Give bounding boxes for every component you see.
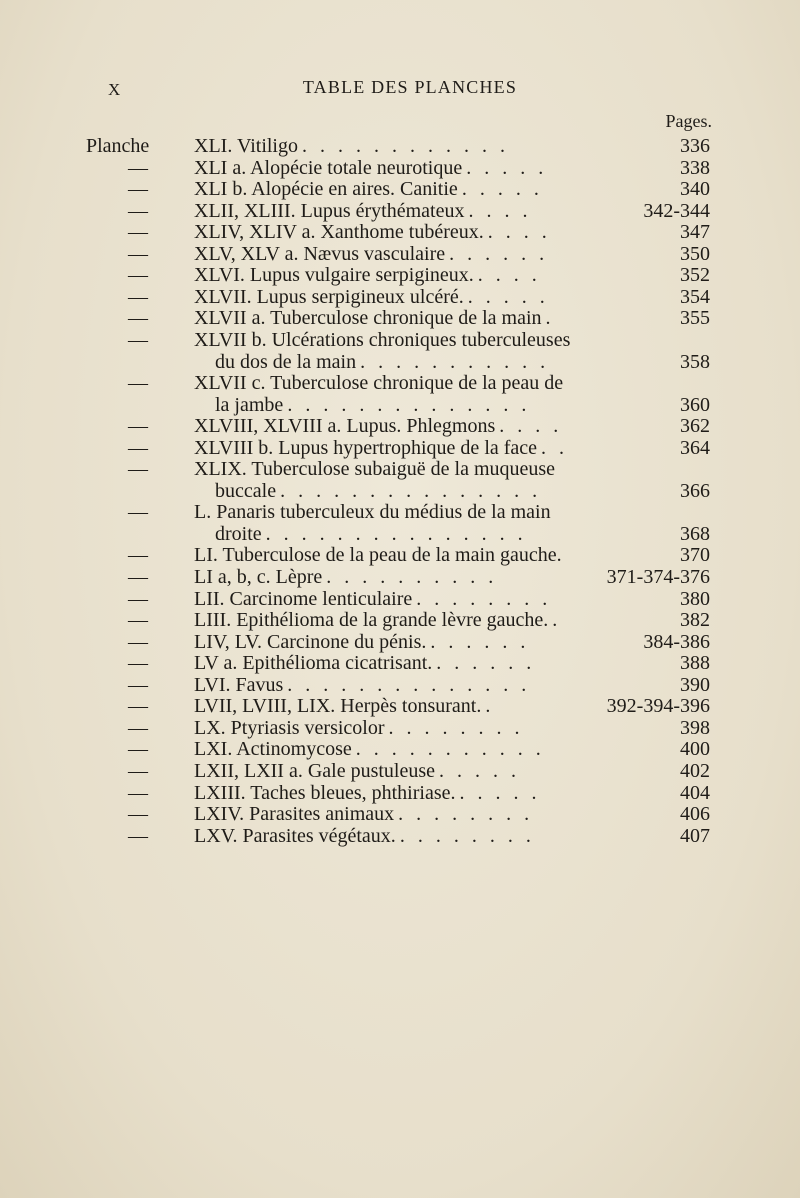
table-row	[0, 502, 800, 523]
plate-title	[194, 804, 655, 825]
plate-title	[194, 308, 655, 329]
plate-title-text: LVI. Favus	[194, 674, 284, 696]
row-prefix: —	[128, 264, 148, 287]
leader-dots: .	[552, 610, 562, 632]
page-ref: 352	[680, 264, 710, 287]
plate-title	[194, 222, 655, 243]
table-row	[0, 287, 800, 308]
plate-title-text: XLI. Vitiligo	[194, 136, 298, 157]
plate-title-text: LV a. Epithélioma cicatrisant.	[194, 653, 433, 675]
plate-title	[194, 158, 655, 179]
leader-dots: . . . . . . . .	[388, 717, 524, 739]
page-ref: 406	[680, 803, 710, 826]
plate-title	[194, 502, 710, 523]
plate-title-text: XLIX. Tuberculose subaiguë de la muqueuse	[194, 459, 556, 481]
leader-dots: . . . . . . . .	[416, 588, 552, 610]
plate-title	[194, 438, 655, 459]
leader-dots: . . . . . . . .	[399, 825, 535, 847]
plate-title	[194, 201, 655, 222]
plate-title	[194, 589, 655, 610]
table-row	[0, 653, 800, 674]
page-ref: 392-394-396	[606, 695, 710, 718]
page-ref: 368	[680, 522, 710, 545]
plate-title-text: XLVIII b. Lupus hypertrophique de la face	[194, 437, 538, 459]
table-row	[0, 675, 800, 696]
table-row	[0, 610, 800, 631]
row-prefix: —	[128, 372, 148, 395]
table-row	[0, 567, 800, 588]
plate-title	[194, 653, 655, 674]
plate-title-text: XLV, XLV a. Nævus vasculaire	[194, 243, 446, 265]
page-ref: 402	[680, 759, 710, 782]
plate-title-text: du dos de la main	[215, 351, 357, 373]
table-row	[0, 222, 800, 243]
table-row	[0, 459, 800, 480]
table-row	[0, 352, 800, 373]
leader-dots: . . . . . . . . . . . . . . .	[265, 523, 527, 545]
page-ref: 340	[680, 178, 710, 201]
row-prefix: —	[128, 285, 148, 308]
page-ref: 342-344	[643, 199, 710, 222]
plate-title-text: LI a, b, c. Lèpre	[194, 567, 323, 588]
plate-title	[215, 481, 655, 502]
page-ref: 384-386	[643, 630, 710, 653]
table-row	[0, 308, 800, 329]
plate-title	[194, 545, 655, 566]
leader-dots: . . . .	[487, 222, 551, 244]
plate-title-text: droite	[215, 523, 262, 545]
plate-title	[194, 265, 655, 286]
plate-title-text: LXII, LXII a. Gale pustuleuse	[194, 760, 436, 782]
row-prefix: —	[128, 436, 148, 459]
leader-dots: . . . .	[477, 265, 541, 287]
page-ref: 371-374-376	[606, 566, 710, 588]
table-row	[0, 330, 800, 351]
plate-title-text: LX. Ptyriasis versicolor	[194, 717, 385, 739]
page-ref: 404	[680, 781, 710, 804]
plate-title	[194, 373, 710, 394]
plate-title-text: LIV, LV. Carcinone du pénis.	[194, 631, 427, 653]
page-title: TABLE DES PLANCHES	[302, 77, 518, 97]
plate-title-text: LXIII. Taches bleues, phthiriase.	[194, 782, 456, 804]
table-row	[0, 783, 800, 804]
plate-title	[194, 136, 655, 157]
plate-title-text: LXIV. Parasites animaux	[194, 804, 395, 826]
plate-title-text: XLVIII, XLVIII a. Lupus. Phlegmons	[194, 416, 496, 438]
leader-dots: . . . . . .	[449, 243, 549, 265]
row-prefix: —	[128, 156, 148, 179]
plate-title	[215, 524, 655, 545]
row-prefix: —	[128, 652, 148, 675]
row-prefix: —	[128, 587, 148, 610]
plate-title	[194, 244, 655, 265]
page-ref: 360	[680, 393, 710, 416]
row-prefix: Planche	[86, 135, 150, 157]
plate-title-text: LXV. Parasites végétaux.	[194, 825, 396, 847]
row-prefix: —	[128, 501, 148, 524]
plate-title	[194, 826, 655, 847]
plate-title-text: XLIV, XLIV a. Xanthome tubéreux.	[194, 222, 484, 244]
leader-dots: . . . . . . . .	[398, 804, 534, 826]
leader-dots: . . . . .	[461, 179, 543, 201]
leader-dots: . . . . .	[467, 286, 549, 308]
page-ref: 364	[680, 436, 710, 459]
page-ref: 382	[680, 609, 710, 632]
page-ref: 336	[680, 135, 710, 157]
plate-title-text: LVII, LVIII, LIX. Herpès tonsurant.	[194, 696, 482, 718]
plate-title-text: XLII, XLIII. Lupus érythémateux	[194, 200, 465, 222]
table-row	[0, 804, 800, 825]
row-prefix: —	[128, 803, 148, 826]
table-row	[0, 545, 800, 566]
plate-title	[194, 675, 655, 696]
row-prefix: —	[128, 695, 148, 718]
plate-title	[194, 783, 655, 804]
page-ref: 407	[680, 824, 710, 847]
row-prefix: —	[128, 307, 148, 330]
table-row	[0, 395, 800, 416]
leader-dots: . . . . . . . . . .	[326, 567, 498, 588]
leader-dots: . . . . .	[466, 157, 548, 179]
plate-title	[194, 718, 655, 739]
table-row	[0, 136, 800, 157]
page-number: X	[108, 80, 122, 99]
row-prefix: —	[128, 415, 148, 438]
plate-title	[194, 287, 655, 308]
leader-dots: . . . . . . . . . . .	[355, 739, 545, 761]
plate-title-text: XLI a. Alopécie totale neurotique	[194, 157, 463, 179]
plate-title	[194, 739, 655, 760]
leader-dots: . . . . . . . . . . . .	[301, 136, 509, 157]
leader-dots: .	[545, 308, 555, 330]
row-prefix: —	[128, 199, 148, 222]
plate-title-text: XLVII c. Tuberculose chronique de la peau de	[194, 373, 564, 395]
table-row	[0, 696, 800, 717]
plate-title	[194, 761, 655, 782]
table-row	[0, 373, 800, 394]
plate-title	[194, 696, 655, 717]
page-ref: 388	[680, 652, 710, 675]
row-prefix: —	[128, 178, 148, 201]
row-prefix: —	[128, 458, 148, 481]
page-ref: 338	[680, 156, 710, 179]
plate-title-text: LI. Tuberculose de la peau de la main gauche.	[194, 545, 562, 567]
plate-title-text: la jambe	[215, 394, 284, 416]
page-ref: 390	[680, 673, 710, 696]
plate-title-text: L. Panaris tuberculeux du médius de la main	[194, 502, 551, 524]
leader-dots: . . . . . .	[430, 631, 530, 653]
plate-title	[194, 610, 655, 631]
row-prefix: —	[128, 630, 148, 653]
row-prefix: —	[128, 759, 148, 782]
plate-title-text: XLI b. Alopécie en aires. Canitie	[194, 179, 458, 201]
page-ref: 350	[680, 242, 710, 265]
plate-title	[215, 395, 655, 416]
table-row	[0, 632, 800, 653]
row-prefix: —	[128, 221, 148, 244]
page-ref: 362	[680, 415, 710, 438]
plate-title-text: buccale	[215, 480, 277, 502]
table-row	[0, 718, 800, 739]
plate-title	[194, 632, 655, 653]
row-prefix: —	[128, 738, 148, 761]
leader-dots: . . . .	[499, 416, 563, 438]
table-row	[0, 201, 800, 222]
plate-title-text: XLVII a. Tuberculose chronique de la main	[194, 308, 542, 330]
page-ref: 400	[680, 738, 710, 761]
table-row	[0, 524, 800, 545]
plate-title-text: LXI. Actinomycose	[194, 739, 352, 761]
page-ref: 370	[680, 544, 710, 567]
page-ref: 355	[680, 307, 710, 330]
table-row	[0, 438, 800, 459]
leader-dots: . . . . .	[459, 782, 541, 804]
plate-title	[194, 567, 655, 588]
row-prefix: —	[128, 328, 148, 351]
page-ref: 380	[680, 587, 710, 610]
row-prefix: —	[128, 781, 148, 804]
row-prefix: —	[128, 242, 148, 265]
leader-dots: . . . . .	[439, 760, 521, 782]
table-row	[0, 416, 800, 437]
plate-title-text: XLVII b. Ulcérations chroniques tuberculeuses	[194, 329, 571, 351]
page-ref: 358	[680, 350, 710, 373]
leader-dots: . . . . . . . . . . .	[360, 351, 550, 373]
plate-title-text: XLVI. Lupus vulgaire serpigineux.	[194, 265, 474, 287]
leader-dots: . . . . . . . . . . . . . . .	[280, 480, 542, 502]
table-row	[0, 265, 800, 286]
row-prefix: —	[128, 716, 148, 739]
table-row	[0, 481, 800, 502]
row-prefix: —	[128, 544, 148, 567]
leader-dots: . . . . . . . . . . . . . .	[287, 674, 531, 696]
leader-dots: .	[485, 696, 495, 718]
table-row	[0, 244, 800, 265]
pages-column-label: Pages.	[665, 111, 712, 131]
row-prefix: —	[128, 824, 148, 847]
plate-title	[194, 416, 655, 437]
table-row	[0, 179, 800, 200]
plate-title	[194, 459, 710, 480]
leader-dots: . . . . . .	[436, 653, 536, 675]
page-ref: 366	[680, 479, 710, 502]
leader-dots: . . . .	[468, 200, 532, 222]
page-ref: 347	[680, 221, 710, 244]
leader-dots: . .	[541, 437, 569, 459]
plate-title	[194, 179, 655, 200]
plate-title-text: LII. Carcinome lenticulaire	[194, 588, 413, 610]
table-row	[0, 589, 800, 610]
plate-title	[215, 352, 655, 373]
plate-title-text: XLVII. Lupus serpigineux ulcéré.	[194, 286, 464, 308]
page-ref: 398	[680, 716, 710, 739]
row-prefix: —	[128, 566, 148, 588]
plate-title-text: LIII. Epithélioma de la grande lèvre gauche.	[194, 610, 549, 632]
plate-title	[194, 330, 710, 351]
table-row	[0, 826, 800, 847]
row-prefix: —	[128, 609, 148, 632]
table-row	[0, 158, 800, 179]
row-prefix: —	[128, 673, 148, 696]
table-row	[0, 761, 800, 782]
leader-dots: . . . . . . . . . . . . . .	[287, 394, 531, 416]
table-row	[0, 739, 800, 760]
page-ref: 354	[680, 285, 710, 308]
